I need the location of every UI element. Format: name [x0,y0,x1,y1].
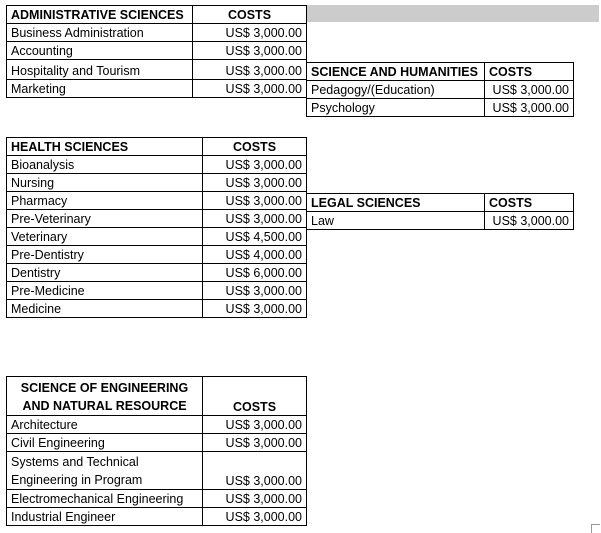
table-row [7,60,307,80]
section-header: LEGAL SCIENCES [307,194,485,212]
table-row [7,264,307,282]
program-cost: US$ 3,000.00 [203,434,307,452]
program-cost: US$ 3,000.00 [203,452,307,490]
program-name: Electromechanical Engineering [7,490,203,508]
table-row [7,24,307,42]
program-name: Psychology [307,99,485,117]
table-row [7,80,307,98]
table-header-row [307,194,574,212]
section-header: HEALTH SCIENCES [7,138,203,156]
program-name: Business Administration [7,24,193,42]
program-cost: US$ 3,000.00 [193,80,307,98]
table-row [307,81,574,99]
table-row [7,490,307,508]
section-header: SCIENCE OF ENGINEERING AND NATURAL RESOURCE [7,377,203,416]
program-cost: US$ 6,000.00 [203,264,307,282]
program-name: Systems and Technical Engineering in Program [7,452,203,490]
table-header-row [7,377,307,416]
section-header: SCIENCE AND HUMANITIES [307,63,485,81]
program-name: Pre-Veterinary [7,210,203,228]
program-name: Pedagogy/(Education) [307,81,485,99]
administrative-sciences-table [6,5,307,98]
program-name: Bioanalysis [7,156,203,174]
table-row [7,210,307,228]
table-row [7,192,307,210]
program-cost: US$ 3,000.00 [193,24,307,42]
science-humanities-table [306,62,574,117]
program-cost: US$ 3,000.00 [203,156,307,174]
health-sciences-table [6,137,307,318]
program-cost: US$ 3,000.00 [203,174,307,192]
page-corner-mark [591,524,600,533]
table-header-row [307,63,574,81]
costs-header: COSTS [193,6,307,24]
legal-sciences-table [306,193,574,230]
engineering-sciences-table [6,376,307,526]
program-name: Dentistry [7,264,203,282]
costs-header: COSTS [485,63,574,81]
program-name: Pharmacy [7,192,203,210]
table-row [7,156,307,174]
program-cost: US$ 3,000.00 [193,42,307,60]
program-name: Marketing [7,80,193,98]
program-name: Civil Engineering [7,434,203,452]
table-row [307,99,574,117]
program-name: Industrial Engineer [7,508,203,526]
program-name: Pre-Medicine [7,282,203,300]
table-header-row [7,138,307,156]
program-cost: US$ 4,500.00 [203,228,307,246]
program-cost: US$ 3,000.00 [203,416,307,434]
program-name: Hospitality and Tourism [7,60,193,80]
program-cost: US$ 3,000.00 [203,490,307,508]
program-name: Pre-Dentistry [7,246,203,264]
program-cost: US$ 3,000.00 [203,508,307,526]
table-row [7,246,307,264]
table-row [7,174,307,192]
program-cost: US$ 3,000.00 [485,81,574,99]
program-name: Architecture [7,416,203,434]
program-name: Medicine [7,300,203,318]
program-cost: US$ 3,000.00 [203,192,307,210]
table-row [7,228,307,246]
table-row [7,282,307,300]
table-row [7,434,307,452]
table-header-row [7,6,307,24]
table-row [7,416,307,434]
program-cost: US$ 3,000.00 [485,99,574,117]
program-name: Nursing [7,174,203,192]
program-cost: US$ 3,000.00 [203,210,307,228]
costs-header: COSTS [203,138,307,156]
table-row [7,508,307,526]
costs-header: COSTS [485,194,574,212]
section-header: ADMINISTRATIVE SCIENCES [7,6,193,24]
program-name: Law [307,212,485,230]
table-row [7,452,307,490]
program-cost: US$ 3,000.00 [203,282,307,300]
table-row [307,212,574,230]
costs-header: COSTS [203,377,307,416]
program-cost: US$ 3,000.00 [193,60,307,80]
program-cost: US$ 4,000.00 [203,246,307,264]
program-name: Veterinary [7,228,203,246]
table-row [7,42,307,60]
header-shading-bar [306,5,599,22]
program-cost: US$ 3,000.00 [485,212,574,230]
program-cost: US$ 3,000.00 [203,300,307,318]
table-row [7,300,307,318]
program-name: Accounting [7,42,193,60]
